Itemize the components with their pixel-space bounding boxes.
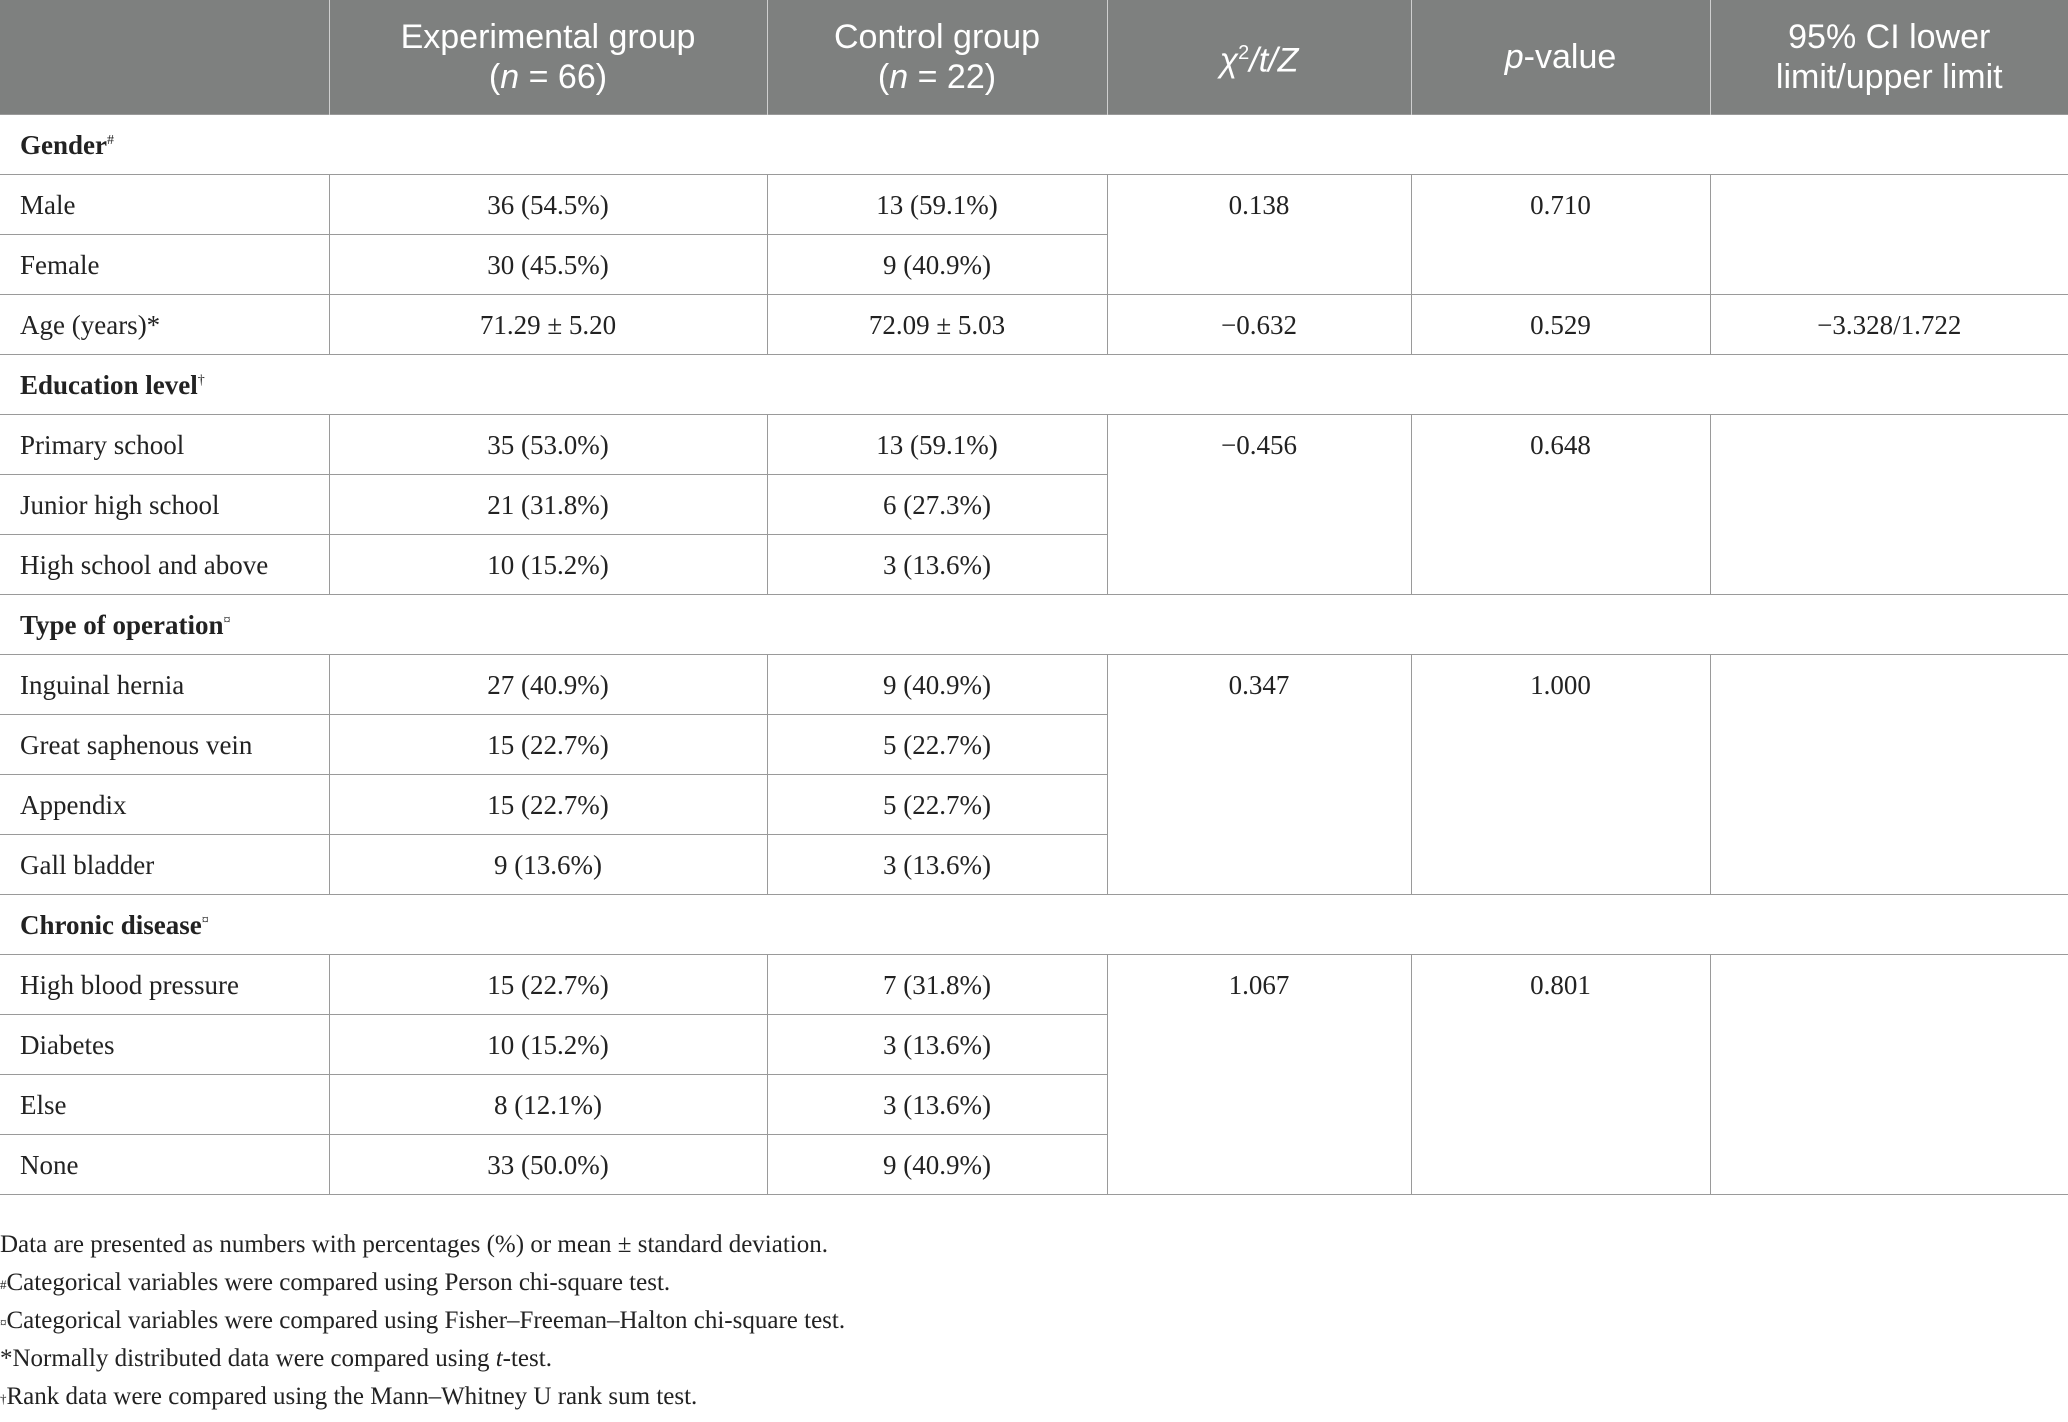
- experimental-value: 10 (15.2%): [329, 1015, 767, 1075]
- row-label: High school and above: [0, 535, 329, 595]
- section-label: Education level†: [0, 355, 2068, 415]
- row-label: Appendix: [0, 775, 329, 835]
- table-row-hbp: [0, 955, 2068, 1015]
- footnote-pearson: #Categorical variables were compared using Person chi-square test.: [0, 1269, 671, 1296]
- section-label: Chronic disease¤: [0, 895, 2068, 955]
- experimental-value: 21 (31.8%): [329, 475, 767, 535]
- control-value: 3 (13.6%): [767, 1075, 1107, 1135]
- row-label: Great saphenous vein: [0, 715, 329, 775]
- statistic-value: −0.456: [1107, 415, 1411, 595]
- control-value: 7 (31.8%): [767, 955, 1107, 1015]
- section-row-chronic: [0, 895, 2068, 955]
- section-label: Gender#: [0, 115, 2068, 175]
- ci-value: [1710, 955, 2068, 1195]
- row-label: Age (years)*: [0, 295, 329, 355]
- row-label: None: [0, 1135, 329, 1195]
- control-value: 5 (22.7%): [767, 775, 1107, 835]
- statistic-value: −0.632: [1107, 295, 1411, 355]
- control-value: 13 (59.1%): [767, 175, 1107, 235]
- row-label: Inguinal hernia: [0, 655, 329, 715]
- statistic-value: 0.138: [1107, 175, 1411, 295]
- experimental-value: 8 (12.1%): [329, 1075, 767, 1135]
- experimental-value: 33 (50.0%): [329, 1135, 767, 1195]
- experimental-value: 9 (13.6%): [329, 835, 767, 895]
- footnote-mann-whitney: †Rank data were compared using the Mann–Whitney U rank sum test.: [0, 1383, 698, 1410]
- statistic-value: 1.067: [1107, 955, 1411, 1195]
- experimental-value: 71.29 ± 5.20: [329, 295, 767, 355]
- section-row-gender: [0, 115, 2068, 175]
- control-value: 9 (40.9%): [767, 655, 1107, 715]
- row-label: Primary school: [0, 415, 329, 475]
- header-experimental-group: Experimental group (n = 66): [329, 0, 767, 115]
- experimental-value: 36 (54.5%): [329, 175, 767, 235]
- header-p-value: p-value: [1411, 0, 1710, 115]
- control-value: 3 (13.6%): [767, 1015, 1107, 1075]
- row-label: High blood pressure: [0, 955, 329, 1015]
- p-value: 0.648: [1411, 415, 1710, 595]
- experimental-value: 27 (40.9%): [329, 655, 767, 715]
- header-confidence-interval: 95% CI lower limit/upper limit: [1710, 0, 2068, 115]
- experimental-value: 10 (15.2%): [329, 535, 767, 595]
- header-empty: [0, 0, 329, 115]
- statistic-value: 0.347: [1107, 655, 1411, 895]
- row-label: Female: [0, 235, 329, 295]
- control-value: 3 (13.6%): [767, 835, 1107, 895]
- experimental-value: 15 (22.7%): [329, 775, 767, 835]
- control-value: 9 (40.9%): [767, 235, 1107, 295]
- ci-value: [1710, 175, 2068, 295]
- control-value: 13 (59.1%): [767, 415, 1107, 475]
- table-footnotes: [0, 1226, 2068, 1416]
- p-value: 0.801: [1411, 955, 1710, 1195]
- control-value: 9 (40.9%): [767, 1135, 1107, 1195]
- experimental-value: 30 (45.5%): [329, 235, 767, 295]
- control-value: 72.09 ± 5.03: [767, 295, 1107, 355]
- p-value: 0.710: [1411, 175, 1710, 295]
- table-row-male: [0, 175, 2068, 235]
- control-value: 6 (27.3%): [767, 475, 1107, 535]
- ci-value: −3.328/1.722: [1710, 295, 2068, 355]
- header-test-statistic: $\chi^2/t/Z$: [1107, 0, 1411, 115]
- experimental-value: 35 (53.0%): [329, 415, 767, 475]
- header-control-group: Control group (n = 22): [767, 0, 1107, 115]
- control-value: 3 (13.6%): [767, 535, 1107, 595]
- ci-value: [1710, 655, 2068, 895]
- table-row-inguinal: [0, 655, 2068, 715]
- experimental-value: 15 (22.7%): [329, 955, 767, 1015]
- experimental-value: 15 (22.7%): [329, 715, 767, 775]
- row-label: Gall bladder: [0, 835, 329, 895]
- section-row-operation: [0, 595, 2068, 655]
- footnote-data-presentation: Data are presented as numbers with percentages (%) or mean ± standard deviation.: [0, 1231, 828, 1258]
- table-row-age: [0, 295, 2068, 355]
- footnote-t-test: *Normally distributed data were compared using t-test.: [0, 1345, 552, 1372]
- row-label: Diabetes: [0, 1015, 329, 1075]
- section-label: Type of operation¤: [0, 595, 2068, 655]
- row-label: Male: [0, 175, 329, 235]
- row-label: Else: [0, 1075, 329, 1135]
- header-row: [0, 0, 2068, 115]
- ci-value: [1710, 415, 2068, 595]
- table-row-primary: [0, 415, 2068, 475]
- p-value: 1.000: [1411, 655, 1710, 895]
- control-value: 5 (22.7%): [767, 715, 1107, 775]
- row-label: Junior high school: [0, 475, 329, 535]
- footnote-fisher: ¤Categorical variables were compared using Fisher–Freeman–Halton chi-square test.: [0, 1307, 846, 1334]
- p-value: 0.529: [1411, 295, 1710, 355]
- section-row-education: [0, 355, 2068, 415]
